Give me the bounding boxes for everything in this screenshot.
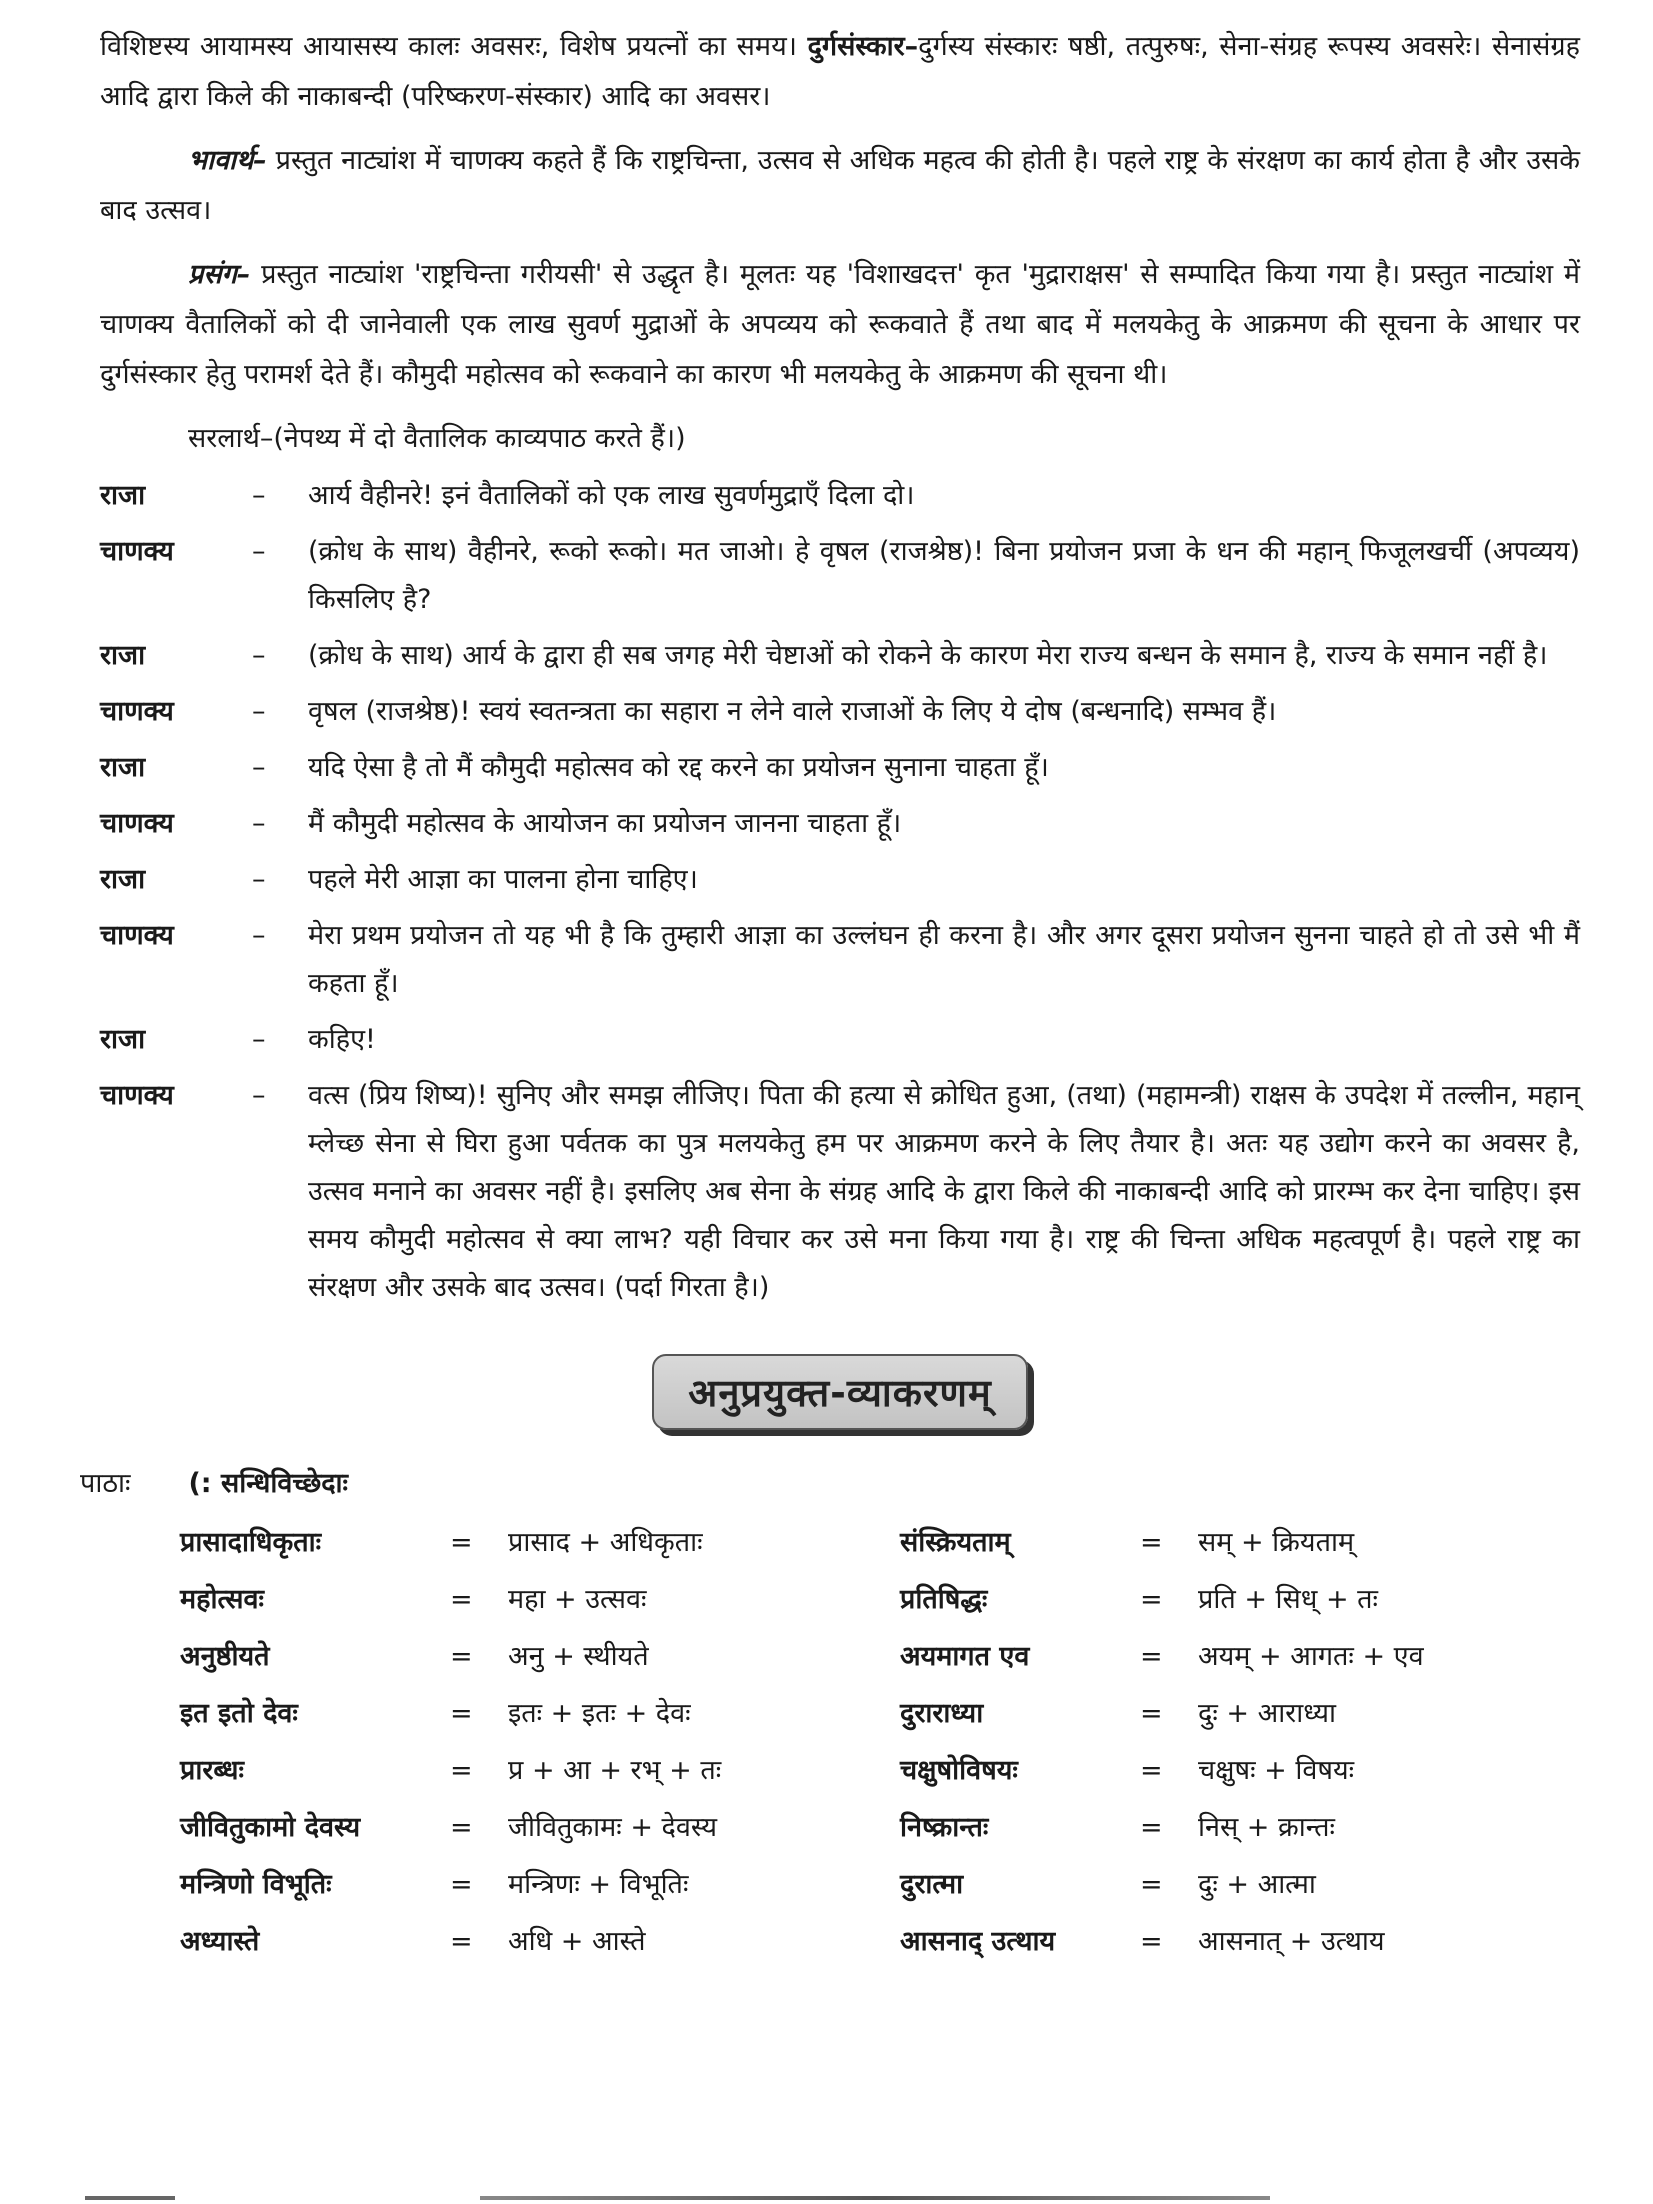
bhavarth-text: प्रस्तुत नाट्यांश में चाणक्य कहते हैं कि राष्ट्रचिन्ता, उत्सव से अधिक महत्व की होती है। पहले राष्ट्र के संरक्षण का कार्य होता है और उसके बाद उत्सव।	[100, 145, 1580, 226]
bhavarth-label: भावार्थ–	[188, 145, 267, 176]
sandhi-row	[180, 1799, 860, 1856]
sandhi-table	[180, 1514, 1580, 1970]
sandhi-row	[900, 1685, 1580, 1742]
speaker-name: राजा	[100, 640, 146, 671]
sandhi-word: प्रतिषिद्धः	[900, 1584, 988, 1615]
dialogue-text: मैं कौमुदी महोत्सव के आयोजन का प्रयोजन जानना चाहता हूँ।	[308, 808, 902, 839]
sandhi-row	[180, 1628, 860, 1685]
sandhi-row	[180, 1856, 860, 1913]
sandhi-row	[900, 1742, 1580, 1799]
sandhi-split: चक्षुषः + विषयः	[1198, 1755, 1355, 1786]
sandhi-word: दुरात्मा	[900, 1869, 964, 1900]
dialogue-line	[100, 800, 1580, 848]
sandhi-split: महा + उत्सवः	[508, 1584, 647, 1615]
sandhi-row	[180, 1742, 860, 1799]
sandhi-word: अध्यास्ते	[180, 1926, 260, 1957]
equals-sign: =	[1140, 1755, 1163, 1786]
speaker-name: चाणक्य	[100, 536, 174, 567]
speaker-name: राजा	[100, 752, 146, 783]
equals-sign: =	[1140, 1584, 1163, 1615]
sandhi-word: दुराराध्या	[900, 1698, 984, 1729]
sandhi-word: आसनाद् उत्थाय	[900, 1926, 1056, 1957]
dialogue-line	[100, 688, 1580, 736]
dash: –	[252, 864, 266, 895]
speaker-name: चाणक्य	[100, 696, 174, 727]
prasang-paragraph	[100, 250, 1580, 400]
dash: –	[252, 752, 266, 783]
sandhi-row	[180, 1685, 860, 1742]
dialogue-text: कहिए!	[308, 1024, 376, 1055]
equals-sign: =	[450, 1527, 473, 1558]
sandhi-heading	[80, 1460, 1580, 1508]
dash: –	[252, 536, 266, 567]
dialogue-text: (क्रोध के साथ) वैहीनरे, रूको रूको। मत जाओ। हे वृषल (राजश्रेष्ठ)! बिना प्रयोजन प्रजा के धन की महान् फिजूलखर्ची (अपव्यय) किसलिए है?	[308, 536, 1580, 615]
dialogue-line	[100, 744, 1580, 792]
sandhi-split: प्रति + सिध् + तः	[1198, 1584, 1379, 1615]
dash: –	[252, 808, 266, 839]
sandhi-row	[900, 1514, 1580, 1571]
sandhi-word: महोत्सवः	[180, 1584, 264, 1615]
footer-rule-left	[85, 2196, 175, 2200]
sandhi-split: दुः + आराध्या	[1198, 1698, 1337, 1729]
sandhi-split: अनु + स्थीयते	[508, 1641, 649, 1672]
equals-sign: =	[1140, 1869, 1163, 1900]
speaker-name: चाणक्य	[100, 920, 174, 951]
sandhi-column-right	[900, 1514, 1580, 1970]
sandhi-word: इत इतो देवः	[180, 1698, 298, 1729]
dialogue-line	[100, 912, 1580, 1008]
sandhi-split: प्र + आ + रभ् + तः	[508, 1755, 722, 1786]
sandhi-row	[900, 1799, 1580, 1856]
dialogue-text: वृषल (राजश्रेष्ठ)! स्वयं स्वतन्त्रता का सहारा न लेने वाले राजाओं के लिए ये दोष (बन्धनादि) सम्भव हैं।	[308, 696, 1277, 727]
glossary-term-durgasanskar: दुर्गसंस्कार–	[807, 31, 919, 62]
section-banner-title: अनुप्रयुक्त-व्याकरणम्	[652, 1354, 1027, 1430]
glossary-paragraph	[100, 22, 1580, 122]
sandhi-split: दुः + आत्मा	[1198, 1869, 1316, 1900]
sandhi-heading-prefix: पाठाः	[80, 1468, 131, 1499]
equals-sign: =	[450, 1812, 473, 1843]
glossary-text-2: दुर्गस्य संस्कारः षष्ठी, तत्पुरुषः, सेना-संग्रह रूपस्य अवसरेः। सेनासंग्रह आदि द्वारा किले की नाकाबन्दी (परिष्करण-संस्कार) आदि का अवसर।	[100, 31, 1580, 112]
sandhi-word: अनुष्ठीयते	[180, 1641, 270, 1672]
sandhi-split: सम् + क्रियताम्	[1198, 1527, 1355, 1558]
equals-sign: =	[1140, 1926, 1163, 1957]
sandhi-word: मन्त्रिणो विभूतिः	[180, 1869, 332, 1900]
equals-sign: =	[1140, 1698, 1163, 1729]
dialogue-line	[100, 1016, 1580, 1064]
speaker-name: चाणक्य	[100, 1080, 174, 1111]
dialogue-line	[100, 472, 1580, 520]
textbook-page	[80, 22, 1580, 1970]
sandhi-row	[180, 1913, 860, 1970]
sandhi-word: निष्क्रान्तः	[900, 1812, 989, 1843]
equals-sign: =	[450, 1584, 473, 1615]
equals-sign: =	[450, 1698, 473, 1729]
sandhi-split: इतः + इतः + देवः	[508, 1698, 691, 1729]
sandhi-row	[900, 1856, 1580, 1913]
speaker-name: चाणक्य	[100, 808, 174, 839]
dash: –	[252, 640, 266, 671]
sandhi-row	[900, 1913, 1580, 1970]
dash: –	[252, 696, 266, 727]
bhavarth-paragraph	[100, 136, 1580, 236]
dash: –	[252, 1080, 266, 1111]
dialogue-text: यदि ऐसा है तो मैं कौमुदी महोत्सव को रद्द करने का प्रयोजन सुनाना चाहता हूँ।	[308, 752, 1049, 783]
dialogue-text: पहले मेरी आज्ञा का पालना होना चाहिए।	[308, 864, 698, 895]
dash: –	[252, 1024, 266, 1055]
sandhi-split: निस् + क्रान्तः	[1198, 1812, 1335, 1843]
equals-sign: =	[450, 1926, 473, 1957]
sandhi-row	[180, 1514, 860, 1571]
equals-sign: =	[1140, 1812, 1163, 1843]
sandhi-word: प्रारब्धः	[180, 1755, 244, 1786]
sandhi-split: अयम् + आगतः + एव	[1198, 1641, 1424, 1672]
equals-sign: =	[1140, 1641, 1163, 1672]
sandhi-split: आसनात् + उत्थाय	[1198, 1926, 1385, 1957]
sandhi-word: चक्षुषोविषयः	[900, 1755, 1018, 1786]
section-banner-wrap	[100, 1354, 1580, 1430]
dialogue-line	[100, 632, 1580, 680]
equals-sign: =	[1140, 1527, 1163, 1558]
sandhi-split: अधि + आस्ते	[508, 1926, 646, 1957]
saralarth-intro	[100, 414, 1580, 464]
sandhi-split: मन्त्रिणः + विभूतिः	[508, 1869, 689, 1900]
saralarth-label: सरलार्थ–	[188, 423, 274, 454]
sandhi-row	[900, 1628, 1580, 1685]
equals-sign: =	[450, 1869, 473, 1900]
sandhi-heading-title: (: सन्धिविच्छेदाः	[188, 1468, 348, 1499]
dialogue-text: मेरा प्रथम प्रयोजन तो यह भी है कि तुम्हारी आज्ञा का उल्लंघन ही करना है। और अगर दूसरा प्रयोजन सुनना चाहते हो तो उसे भी मैं कहता हूँ।	[308, 920, 1580, 999]
dialogue-text: (क्रोध के साथ) आर्य के द्वारा ही सब जगह मेरी चेष्टाओं को रोकने के कारण मेरा राज्य बन्धन के समान है, राज्य के समान नहीं है।	[308, 640, 1548, 671]
dialogue-text: आर्य वैहीनरे! इनं वैतालिकों को एक लाख सुवर्णमुद्राएँ दिला दो।	[308, 480, 915, 511]
sandhi-word: संस्क्रियताम्	[900, 1527, 1011, 1558]
glossary-text-1: विशिष्टस्य आयामस्य आयासस्य कालः अवसरः, विशेष प्रयत्नों का समय।	[100, 31, 797, 62]
saralarth-stage-direction: (नेपथ्य में दो वैतालिक काव्यपाठ करते हैं।)	[273, 423, 686, 454]
equals-sign: =	[450, 1755, 473, 1786]
equals-sign: =	[450, 1641, 473, 1672]
footer-rule-right	[480, 2196, 1270, 2200]
sandhi-column-left	[180, 1514, 860, 1970]
sandhi-row	[180, 1571, 860, 1628]
speaker-name: राजा	[100, 480, 146, 511]
dash: –	[252, 920, 266, 951]
sandhi-word: जीवितुकामो देवस्य	[180, 1812, 361, 1843]
speaker-name: राजा	[100, 1024, 146, 1055]
dialogue-line	[100, 1072, 1580, 1312]
sandhi-split: प्रासाद + अधिकृताः	[508, 1527, 703, 1558]
sandhi-word: प्रासादाधिकृताः	[180, 1527, 322, 1558]
prasang-text: प्रस्तुत नाट्यांश 'राष्ट्रचिन्ता गरीयसी' से उद्धृत है। मूलतः यह 'विशाखदत्त' कृत 'मुद्राराक्षस' से सम्पादित किया गया है। प्रस्तुत नाट्यांश में चाणक्य वैतालिकों को दी जानेवाली एक लाख सुवर्ण मुद्राओं के अपव्यय को रूकवाते हैं तथा बाद में मलयकेतु के आक्रमण की सूचना के आधार पर दुर्गसंस्कार हेतु परामर्श देते हैं। कौमुदी महोत्सव को रूकवाने का कारण भी मलयकेतु के आक्रमण की सूचना थी।	[100, 259, 1580, 390]
dialogue-list	[100, 472, 1580, 1312]
dialogue-text: वत्स (प्रिय शिष्य)! सुनिए और समझ लीजिए। पिता की हत्या से क्रोधित हुआ, (तथा) (महामन्त्री) राक्षस के उपदेश में तल्लीन, महान् म्लेच्छ सेना से घिरा हुआ पर्वतक का पुत्र मलयकेतु हम पर आक्रमण करने के लिए तैयार है। अतः यह उद्योग करने का अवसर है, उत्सव मनाने का अवसर नहीं है। इसलिए अब सेना के संग्रह आदि के द्वारा किले की नाकाबन्दी आदि को प्रारम्भ कर देना चाहिए। इस समय कौमुदी महोत्सव से क्या लाभ? यही विचार कर उसे मना किया गया है। राष्ट्र की चिन्ता अधिक महत्वपूर्ण है। पहले राष्ट्र का संरक्षण और उसके बाद उत्सव। (पर्दा गिरता है।)	[308, 1080, 1580, 1303]
sandhi-word: अयमागत एव	[900, 1641, 1030, 1672]
prasang-label: प्रसंग–	[188, 259, 251, 290]
dash: –	[252, 480, 266, 511]
dialogue-line	[100, 856, 1580, 904]
dialogue-line	[100, 528, 1580, 624]
sandhi-split: जीवितुकामः + देवस्य	[508, 1812, 718, 1843]
sandhi-row	[900, 1571, 1580, 1628]
speaker-name: राजा	[100, 864, 146, 895]
